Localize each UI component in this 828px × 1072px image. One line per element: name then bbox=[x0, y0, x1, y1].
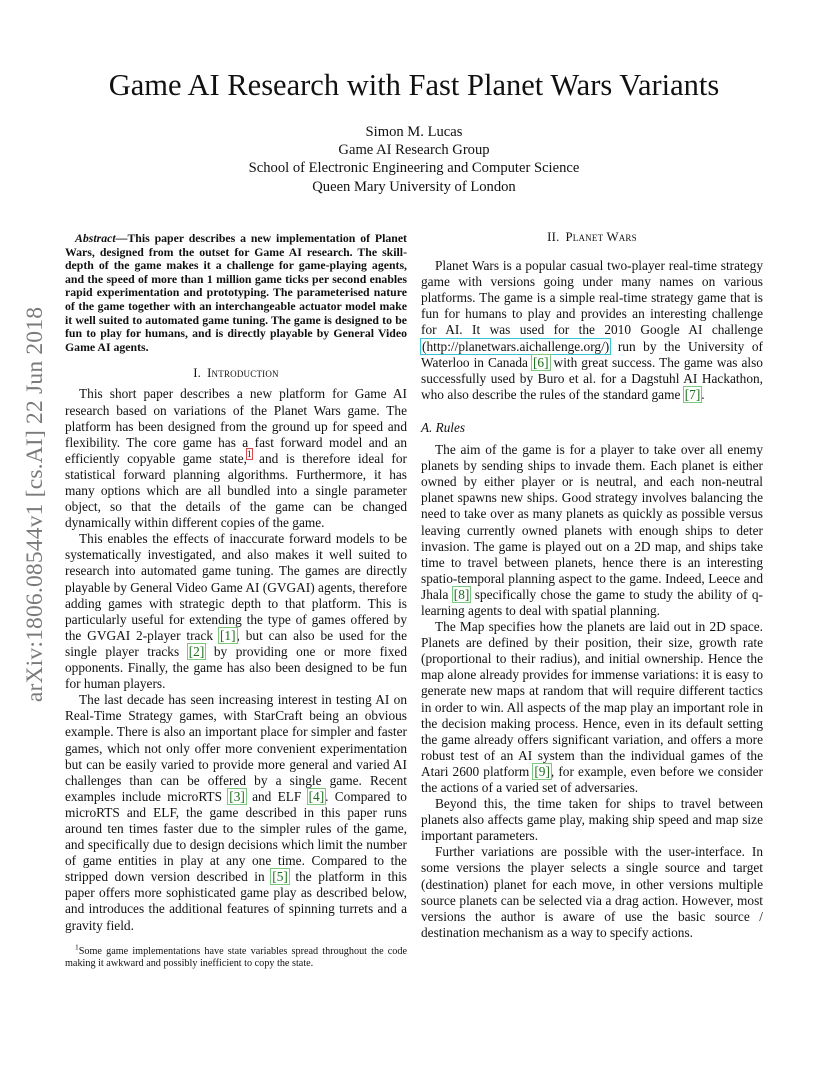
text-span: and is therefore ideal for statistical forward planning algorithms. Furthermore, it has many options which are all bundled into a single parameter object, so that the details of the game can be changed dynamically within different copies of the game. bbox=[65, 450, 407, 531]
author-group: Game AI Research Group bbox=[338, 142, 490, 159]
citation-link[interactable]: [8] bbox=[453, 586, 470, 602]
right-column bbox=[421, 229, 763, 941]
section-title: Introduction bbox=[207, 366, 279, 381]
author-block bbox=[0, 123, 828, 196]
text-span: This short paper describes a new platform for Game AI research based on variations of the Planet Wars game. The platform has been designed from the ground up for speed and flexibility. The core game has a fast forward model and an efficiently copyable game state, bbox=[65, 386, 407, 466]
left-column bbox=[65, 229, 407, 934]
rules-paragraph-1 bbox=[421, 442, 763, 619]
text-span: This enables the effects of inaccurate forward models to be systematically investigated, and also makes it well suited to research into automated game tuning. The games are directly playable by General Video Game AI (GVGAI) agents, therefore adding games with strategic depth to that platform. This is particularly useful for extending the type of games offered by the GVGAI 2-player track bbox=[65, 531, 407, 643]
author-name: Simon M. Lucas bbox=[365, 124, 463, 140]
intro-paragraph-2 bbox=[65, 531, 407, 692]
abstract-label: Abstract bbox=[75, 231, 116, 245]
citation-link[interactable]: [1] bbox=[219, 627, 236, 643]
text-span: . bbox=[701, 386, 705, 402]
text-span: by providing one or more fixed opponents. Finally, the game has also been designed to be fun for human players. bbox=[65, 643, 407, 692]
footnote-link[interactable]: 1 bbox=[247, 449, 252, 460]
citation-link[interactable]: [6] bbox=[532, 354, 549, 370]
citation-link[interactable]: [7] bbox=[684, 386, 701, 402]
arxiv-identifier-stamp bbox=[21, 298, 51, 710]
planet-wars-paragraph-1 bbox=[421, 258, 763, 403]
text-span: run by the University of Waterloo in Canada bbox=[421, 338, 763, 370]
author-school: School of Electronic Engineering and Computer Science bbox=[248, 160, 580, 177]
paper-title: Game AI Research with Fast Planet Wars Variants bbox=[108, 68, 720, 102]
abstract bbox=[65, 232, 407, 354]
citation-link[interactable]: [9] bbox=[534, 763, 550, 779]
footnote bbox=[65, 942, 407, 970]
text-span: specifically chose the game to study the ability of q-learning agents to deal with spatial planning. bbox=[421, 586, 763, 618]
citation-link[interactable]: [3] bbox=[229, 788, 245, 804]
text-span: The Map specifies how the planets are laid out in 2D space. Planets are defined by their position, their size, growth rate (proportional to their radius), and initial ownership. Hence the map alone already provides for immense variations: it is easy to generate new maps at random that will require different tactics in order to win. All aspects of the map play an important role in the decision making process. Hence, even in its default setting the game already offers significant variation, and offers a more robust test of an AI system than the individual games of the Atari 2600 platform bbox=[421, 619, 763, 779]
author-university: Queen Mary University of London bbox=[312, 178, 516, 195]
arxiv-identifier-text: arXiv:1806.08544v1 [cs.AI] 22 Jun 2018 bbox=[22, 306, 49, 702]
intro-paragraph-3 bbox=[65, 692, 407, 933]
text-span: with great success. The game was also successfully used by Buro et al. for a Dagstuhl AI Hackathon, who also describe the rules of the standard game bbox=[421, 354, 763, 402]
text-span: The aim of the game is for a player to take over all enemy planets by sending ships to invade them. Each planet is either owned by either player or is neutral, and each non-neutral planet spawns new ships. Good strategy involves balancing the need to take over as many planets as quickly as possible versus leaving currently owned planets with enough ships to deter invasion. The game is played out on a 2D map, and ships take time to travel between planets, hence there is an interesting spatio-temporal planning aspect to the game. Indeed, Leece and Jhala bbox=[421, 442, 763, 602]
rules-paragraph-2 bbox=[421, 619, 763, 796]
text-span: and ELF bbox=[245, 788, 308, 804]
text-span: , but can also be used for the single player tracks bbox=[65, 627, 407, 659]
section-title: Planet Wars bbox=[565, 230, 637, 244]
text-span: the platform in this paper offers more sophisticated game play as described below, and introduces the additional features of spinning turrets and a gravity field. bbox=[65, 869, 407, 933]
citation-link[interactable]: [5] bbox=[272, 869, 288, 885]
subsection-heading-rules: A. Rules bbox=[421, 419, 465, 435]
section-number: II. bbox=[547, 230, 560, 244]
rules-paragraph-3: Beyond this, the time taken for ships to travel between planets also affects game play, making ship speed and map size important parameters. bbox=[421, 796, 763, 844]
footnote-text: Some game implementations have state variables spread throughout the code making it awkward and possibly inefficient to copy the state. bbox=[65, 946, 407, 970]
section-heading-planet-wars bbox=[421, 229, 763, 245]
section-number: I. bbox=[193, 366, 202, 381]
text-span: Planet Wars is a popular casual two-player real-time strategy game with versions going under many names on various platforms. The game is a simple real-time strategy game that is fun for humans to play and provides an interesting challenge for AI. It was used for the 2010 Google AI challenge bbox=[421, 258, 763, 338]
citation-link[interactable]: [4] bbox=[308, 788, 325, 804]
rules-paragraph-4: Further variations are possible with the user-interface. In some versions the player selects a single source and target (destination) planet for each move, in other versions multiple source planets can be selected via a drag action. However, most versions the author is aware of use the basic source / destination mechanism as a way to specify actions. bbox=[421, 844, 763, 940]
footnote-mark: 1 bbox=[75, 942, 79, 952]
url-link[interactable]: (http://planetwars.aichallenge.org/) bbox=[422, 338, 610, 354]
text-span: , for example, even before we consider the actions of a varied set of adversaries. bbox=[421, 763, 763, 795]
text-span: . Compared to microRTS and ELF, the game described in this paper runs around ten times faster due to the simpler rules of the game, and specifically due to design decisions which limit the number of game entities in play at any one time. Compared to the stripped down version described in bbox=[65, 788, 407, 885]
section-heading-introduction bbox=[65, 365, 407, 381]
citation-link[interactable]: [2] bbox=[188, 643, 205, 659]
intro-paragraph-1 bbox=[65, 386, 407, 531]
abstract-text: —This paper describes a new implementation of Planet Wars, designed from the outset for Game AI research. The skill-depth of the game makes it a challenge for game-playing agents, and the speed of more than 1 million game ticks per second enables rapid experimentation and prototyping. The parameterised nature of the game together with an interchangeable actuator model make it well suited to automated game tuning. The game is designed to be fun to play for humans, and is directly playable by General Video Game AI agents. bbox=[65, 231, 407, 354]
text-span: The last decade has seen increasing interest in testing AI on Real-Time Strategy games, with StarCraft being an obvious example. There is also an important place for simpler and faster games, which not only offer more convenient experimentation but can be easily varied to provide more general and varied AI challenges than can be offered by a single game. Recent examples include microRTS bbox=[65, 692, 407, 804]
